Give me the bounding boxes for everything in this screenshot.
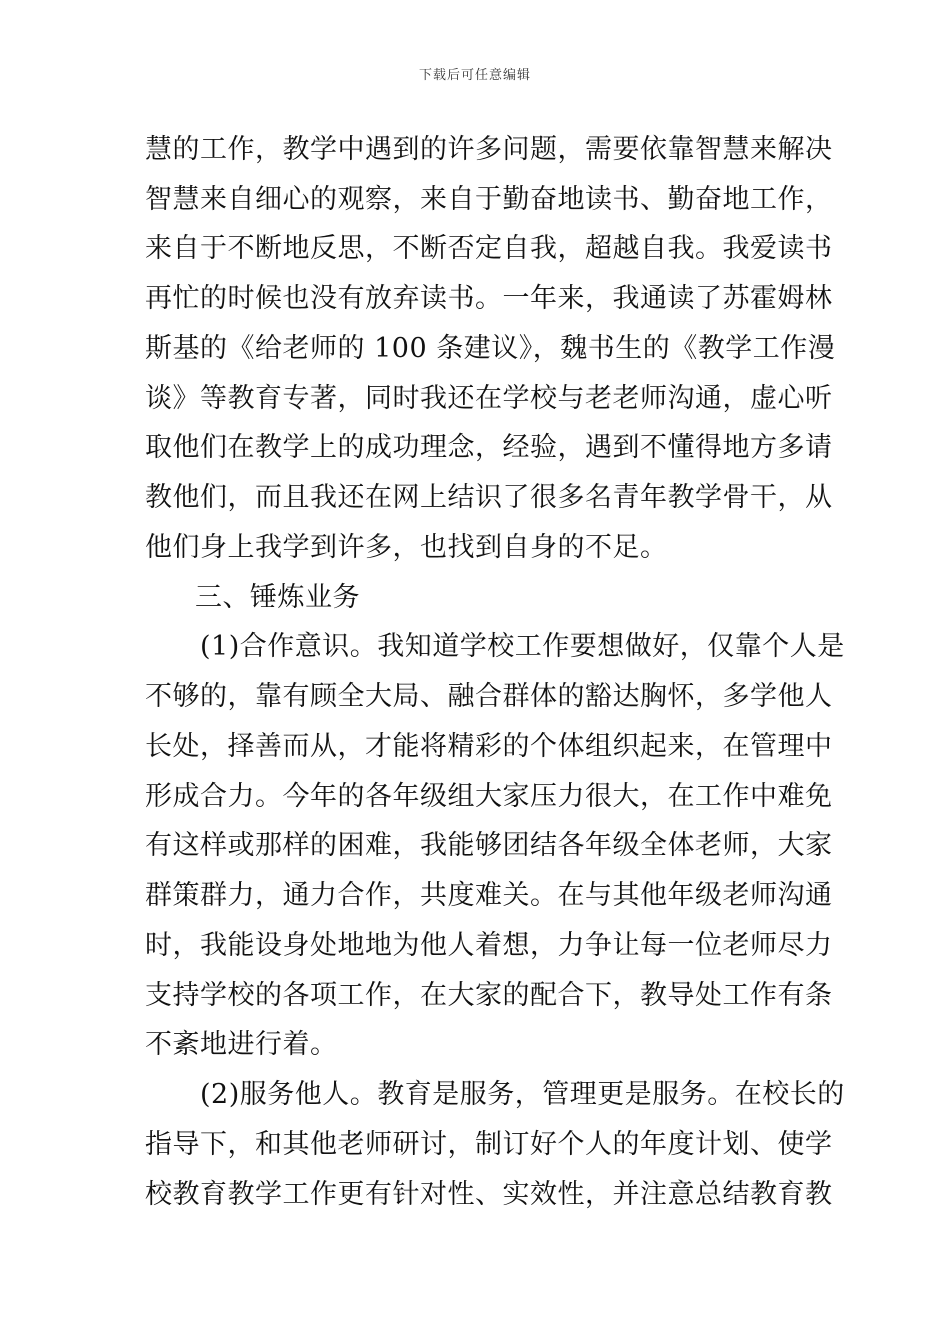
text-line: 有这样或那样的困难，我能够团结各年级全体老师，大家: [145, 830, 833, 861]
text-line: 不紊地进行着。: [145, 1029, 338, 1060]
text-line: 慧的工作，教学中遇到的许多问题，需要依靠智慧来解决: [145, 134, 833, 165]
text-line: 时，我能设身处地地为他人着想，力争让每一位老师尽力: [145, 930, 833, 961]
text-line: 他们身上我学到许多，也找到自身的不足。: [145, 532, 668, 563]
text-line: (2)服务他人。教育是服务，管理更是服务。在校长的: [200, 1079, 845, 1110]
section-heading: 三、锤炼业务: [195, 582, 360, 613]
text-line: 来自于不断地反思，不断否定自我，超越自我。我爱读书: [145, 233, 833, 264]
text-line: 取他们在教学上的成功理念，经验，遇到不懂得地方多请: [145, 432, 833, 463]
text-line: 不够的，靠有顾全大局、融合群体的豁达胸怀，多学他人: [145, 681, 833, 712]
page-header: 下载后可任意编辑: [418, 68, 531, 83]
text-line: 斯基的《给老师的 100 条建议》，魏书生的《教学工作漫: [145, 333, 836, 364]
text-line: 再忙的时候也没有放弃读书。一年来，我通读了苏霍姆林: [145, 283, 833, 314]
text-line: 群策群力，通力合作，共度难关。在与其他年级老师沟通: [145, 880, 833, 911]
text-line: 指导下，和其他老师研讨，制订好个人的年度计划、使学: [145, 1129, 833, 1160]
text-line: 谈》等教育专著，同时我还在学校与老老师沟通，虚心听: [145, 383, 833, 414]
text-line: 校教育教学工作更有针对性、实效性，并注意总结教育教: [145, 1179, 833, 1210]
text-line: 支持学校的各项工作，在大家的配合下，教导处工作有条: [145, 980, 833, 1011]
text-line: 长处，择善而从，才能将精彩的个体组织起来，在管理中: [145, 731, 833, 762]
text-line: (1)合作意识。我知道学校工作要想做好，仅靠个人是: [200, 631, 845, 662]
text-line: 教他们，而且我还在网上结识了很多名青年教学骨干，从: [145, 482, 833, 513]
text-line: 形成合力。今年的各年级组大家压力很大，在工作中难免: [145, 781, 833, 812]
text-line: 智慧来自细心的观察，来自于勤奋地读书、勤奋地工作，: [145, 184, 833, 215]
